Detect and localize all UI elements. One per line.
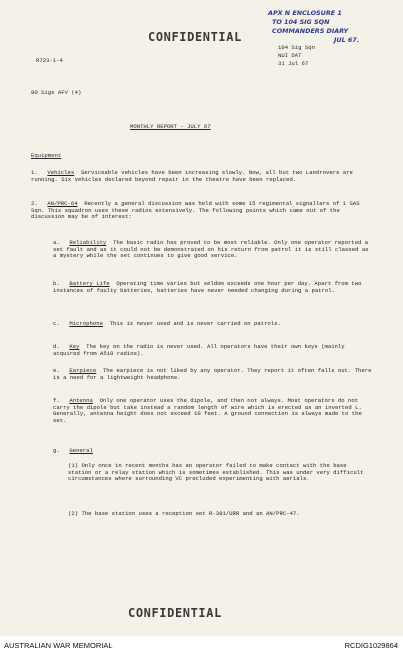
paragraph-2-heading: AN/PRC-64 — [47, 200, 78, 207]
archive-record-id: RCDIG1029864 — [344, 641, 398, 650]
item-c-letter: c. — [53, 320, 60, 327]
item-g — [53, 448, 373, 455]
item-e — [53, 368, 373, 381]
paragraph-2-number: 2. — [31, 200, 38, 207]
handwritten-annotation-line-1: APX N ENCLOSURE 1 — [268, 9, 342, 17]
handwritten-annotation-line-2: TO 104 SIG SQN — [272, 18, 330, 26]
archive-name: AUSTRALIAN WAR MEMORIAL — [4, 641, 113, 650]
item-e-letter: e. — [53, 367, 60, 374]
paragraph-1-number: 1. — [31, 169, 38, 176]
confidential-stamp-bottom: CONFIDENTIAL — [128, 606, 222, 620]
paragraph-1 — [31, 170, 376, 183]
general-point-2 — [68, 511, 368, 518]
item-b-letter: b. — [53, 280, 60, 287]
paragraph-1-text: Serviceable vehicles have been increasing slowly. Now, all but two Landrovers are running. Six vehicles declared beyond repair in the theatre have been replaced. — [31, 169, 353, 183]
paragraph-2-text: Recently a general discussion was held with some 15 regimental signallers of 1 SAS Sqn. This squadron uses these radios extensively. The following points which came out of the discussion may be of interest: — [31, 200, 360, 221]
item-c-text: This is never used and is never carried on patrols. — [109, 320, 281, 327]
item-a — [53, 240, 373, 260]
item-f-text: Only one operator uses the dipole, and then not always. Most operators do not carry the dipole but take instead a random length of wire which is erected as an inverted L. Generally, antenna height does not exceed 10 feet. A ground connection is always made to the set. — [53, 397, 362, 425]
handwritten-annotation-line-3: COMMANDERS DIARY — [272, 27, 349, 35]
item-f-heading: Antenna — [69, 397, 93, 404]
item-e-text: The earpiece is not liked by any operator. They report it often falls out. There is a need for a lightweight headphone. — [53, 367, 372, 381]
handwritten-annotation-line-4: JUL 67. — [334, 36, 360, 44]
general-point-2-text: The base station uses a reception set R-391/URR and an AN/PRC-47. — [81, 510, 300, 517]
paragraph-1-heading: Vehicles — [47, 169, 75, 176]
general-point-1-text: Only once in recent months has an operator failed to make contact with the base station or a relay station which is sometimes established. This was under very difficult circumstances where surrounding VC precluded experimenting with aerials. — [68, 462, 364, 483]
paragraph-2 — [31, 201, 376, 221]
confidential-stamp-top: CONFIDENTIAL — [148, 30, 242, 44]
item-f — [53, 398, 373, 425]
unit-reference: 104 Sig Sqn — [278, 44, 315, 51]
report-title: MONTHLY REPORT - JULY 67 — [130, 123, 211, 130]
item-d-letter: d. — [53, 343, 60, 350]
item-c-heading: Microphone — [69, 320, 103, 327]
item-d — [53, 344, 373, 357]
item-d-text: The key on the radio is never used. All operators have their own keys (mainly acquired from A510 radios). — [53, 343, 345, 357]
item-b — [53, 281, 373, 294]
item-c — [53, 321, 373, 328]
general-point-1 — [68, 463, 368, 483]
file-reference: R723-1-4 — [36, 57, 63, 64]
item-a-text: The basic radio has proved to be most reliable. Only one operator reported a set fault and as it could not be demonstrated on his return from patrol it is still classed as a mystery while the set continues to give good service. — [53, 239, 369, 260]
location-reference: NUI DAT — [278, 52, 302, 59]
date-reference: 31 Jul 67 — [278, 60, 309, 67]
item-g-heading: General — [69, 447, 93, 454]
general-point-1-number: (1) — [68, 462, 79, 469]
archive-footer — [0, 636, 403, 654]
item-g-letter: g. — [53, 447, 60, 454]
general-point-2-number: (2) — [68, 510, 79, 517]
section-heading-equipment: Equipment — [31, 152, 62, 159]
item-a-heading: Reliability — [69, 239, 107, 246]
item-a-letter: a. — [53, 239, 60, 246]
item-d-heading: Key — [69, 343, 80, 350]
item-b-heading: Battery Life — [69, 280, 110, 287]
addressee: 80 Sigs AFV (4) — [31, 89, 82, 96]
item-f-letter: f. — [53, 397, 60, 404]
item-b-text: Operating time varies but seldom exceeds one hour per day. Apart from two instances of faulty batteries, batteries have never needed changing during a patrol. — [53, 280, 362, 294]
item-e-heading: Earpiece — [69, 367, 97, 374]
